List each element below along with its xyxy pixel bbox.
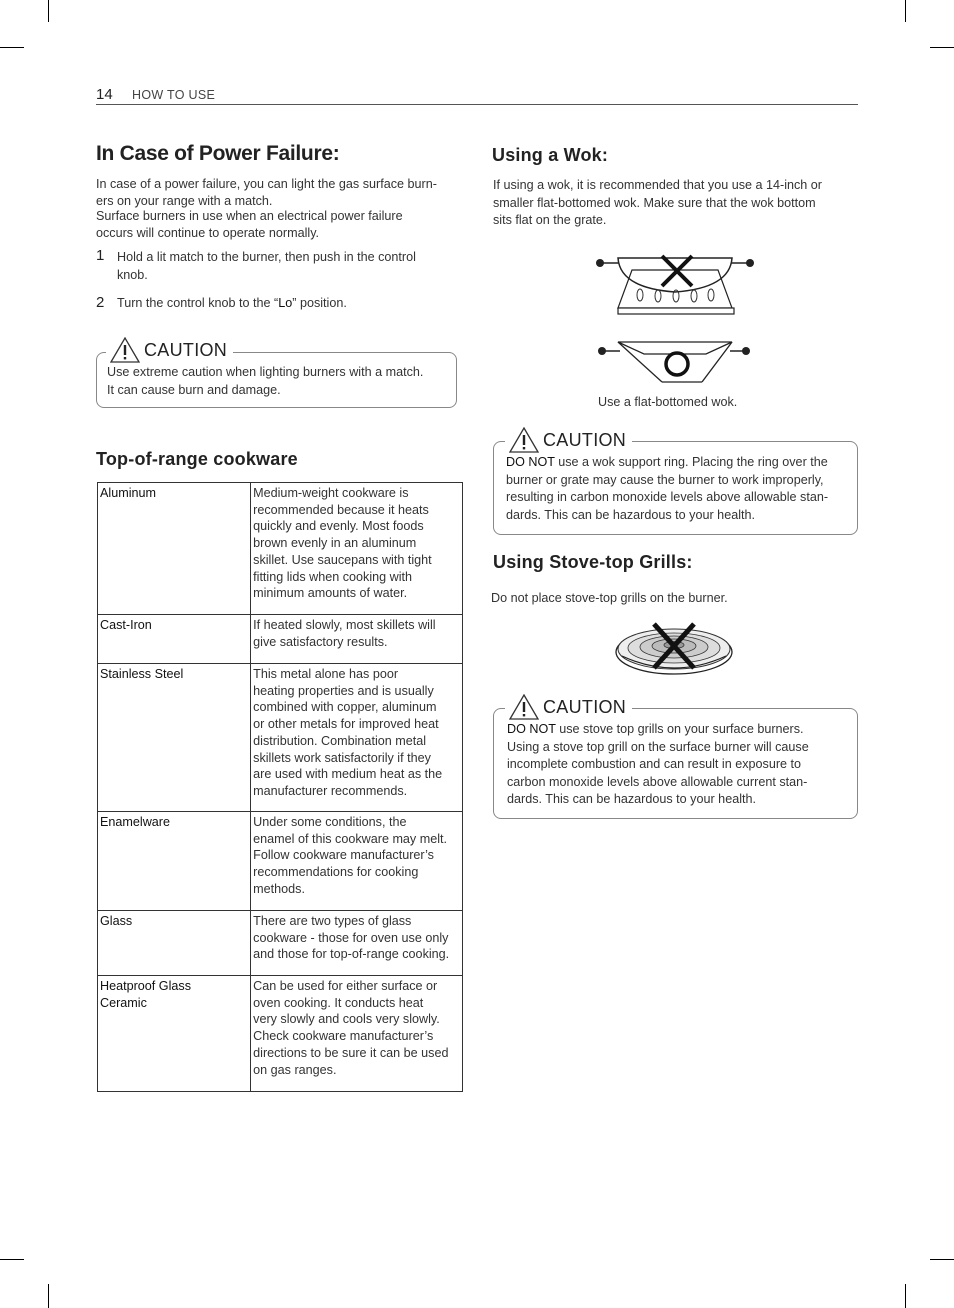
step-text: Hold a lit match to the burner, then push in the control knob. <box>117 250 416 282</box>
crop-mark <box>930 47 954 48</box>
page-number: 14 <box>96 86 113 103</box>
incorrect-x-icon <box>660 254 696 288</box>
caution-text <box>507 721 855 809</box>
table-cell-description: There are two types of glass cookware - those for oven use only and those for top-of-range cooking. <box>251 911 463 976</box>
crop-mark <box>930 1259 954 1260</box>
wok-text: If using a wok, it is recommended that you use a 14-inch or smaller flat-bottomed wok. Make sure that the wok bottom sits flat on the grate. <box>493 178 823 227</box>
table-cell-material: Glass <box>98 911 251 976</box>
grills-text: Do not place stove-top grills on the burner. <box>491 591 728 605</box>
caution-body: use a wok support ring. Placing the ring over the burner or grate may cause the burner to work improperly, resulting in carbon monoxide levels above allowable stan- dards. This can be hazardous to your health. <box>506 455 829 522</box>
warning-triangle-icon <box>110 337 140 363</box>
section-title: HOW TO USE <box>132 88 216 102</box>
table-cell-material: Enamelware <box>98 812 251 911</box>
crop-mark <box>0 1259 24 1260</box>
table-cell-material: Aluminum <box>98 483 251 615</box>
caution-label: CAUTION <box>543 429 627 450</box>
crop-mark <box>48 1284 49 1308</box>
incorrect-x-icon <box>652 624 696 668</box>
crop-mark <box>48 0 49 22</box>
caution-text: Use extreme caution when lighting burners with a match. It can cause burn and damage. <box>107 365 424 397</box>
do-not-label: DO NOT <box>506 455 555 469</box>
table-row <box>98 664 463 812</box>
table-cell-material: Heatproof Glass Ceramic <box>98 976 251 1092</box>
power-failure-intro-2: Surface burners in use when an electrical power failure occurs will continue to operate normally. <box>96 209 403 240</box>
table-row <box>98 615 463 664</box>
table-cell-description: Medium-weight cookware is recommended because it heats quickly and evenly. Most foods brown evenly in an aluminum skillet. Use saucepans with tight fitting lids when cooking with minimum amounts of water. <box>251 483 463 615</box>
step-number: 2 <box>96 294 105 311</box>
table-cell-description: Can be used for either surface or oven cooking. It conducts heat very slowly and cools very slowly. Check cookware manufacturer’s directions to be sure it can be used on gas ranges. <box>251 976 463 1092</box>
crop-mark <box>0 47 24 48</box>
correct-o-icon <box>664 351 690 377</box>
step-number: 1 <box>96 247 105 264</box>
caution-heading <box>505 694 632 720</box>
step-bold-lo: Lo <box>278 296 293 310</box>
crop-mark <box>905 0 906 22</box>
power-failure-title: In Case of Power Failure: <box>96 142 340 165</box>
table-cell-description: This metal alone has poor heating properties and is usually combined with copper, aluminum or other metals for improved heat distribution. Combination metal skillets work satisfactorily if they are used with medium heat as the manufacturer recommends. <box>251 664 463 812</box>
wok-caption: Use a flat-bottomed wok. <box>598 395 738 409</box>
step-text-before: Turn the control knob to the “ <box>117 296 279 310</box>
table-cell-material: Stainless Steel <box>98 664 251 812</box>
table-row <box>98 483 463 615</box>
cookware-table <box>97 482 463 1092</box>
table-row <box>98 911 463 976</box>
crop-mark <box>905 1284 906 1308</box>
warning-triangle-icon <box>509 694 539 720</box>
table-cell-description: Under some conditions, the enamel of this cookware may melt. Follow cookware manufacturer’s recommendations for cooking methods. <box>251 812 463 911</box>
power-failure-intro-1: In case of a power failure, you can light the gas surface burn- ers on your range with a match. <box>96 177 437 208</box>
wok-title: Using a Wok: <box>492 145 609 165</box>
caution-body: use stove top grills on your surface burners. Using a stove top grill on the surface burner will cause incomplete combustion and can result in exposure to carbon monoxide levels above allowable current stan- dards. This can be hazardous to your health. <box>507 722 809 806</box>
caution-label: CAUTION <box>543 696 627 717</box>
table-row <box>98 812 463 911</box>
warning-triangle-icon <box>509 427 539 453</box>
header-rule <box>96 104 858 105</box>
caution-label: CAUTION <box>144 339 228 360</box>
do-not-label: DO NOT <box>507 722 556 736</box>
caution-heading <box>106 337 233 363</box>
step-text-after: ” position. <box>292 296 347 310</box>
step-text <box>117 295 462 312</box>
grills-title: Using Stove-top Grills: <box>493 552 693 572</box>
table-cell-description: If heated slowly, most skillets will give satisfactory results. <box>251 615 463 664</box>
table-row <box>98 976 463 1092</box>
cookware-title: Top-of-range cookware <box>96 449 298 469</box>
caution-text <box>506 454 854 524</box>
caution-heading <box>505 427 632 453</box>
table-cell-material: Cast-Iron <box>98 615 251 664</box>
